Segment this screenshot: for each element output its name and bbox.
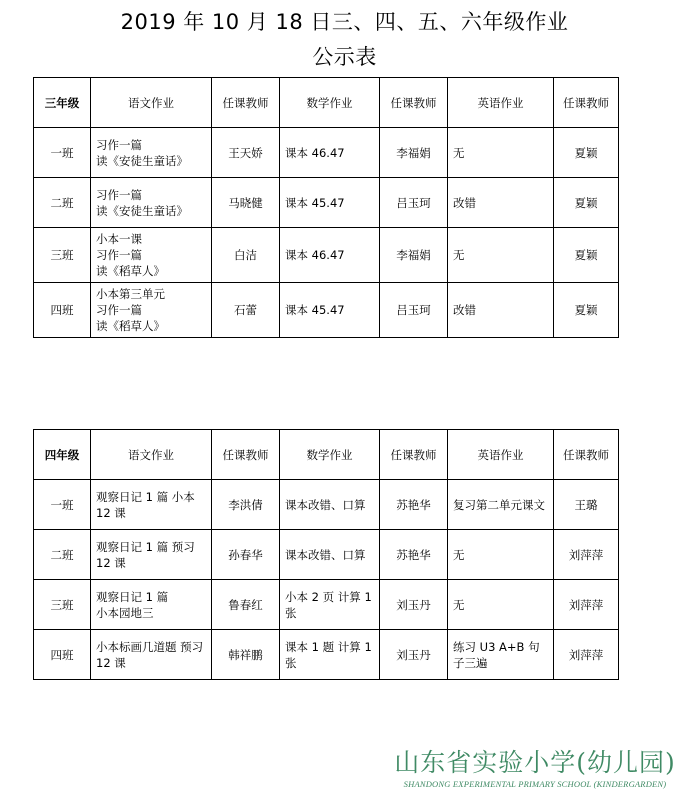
math-homework: 课本 1 题 计算 1 张 <box>280 630 380 680</box>
english-teacher: 刘萍萍 <box>554 580 619 630</box>
english-teacher: 夏颖 <box>554 283 619 338</box>
math-homework: 课本 45.47 <box>280 178 380 228</box>
class-name: 三班 <box>34 228 91 283</box>
teacher-header: 任课教师 <box>554 430 619 480</box>
teacher-header: 任课教师 <box>212 78 280 128</box>
english-homework-header: 英语作业 <box>448 430 554 480</box>
table-row <box>34 283 619 338</box>
class-name: 二班 <box>34 178 91 228</box>
english-homework: 改错 <box>448 283 554 338</box>
english-homework-header: 英语作业 <box>448 78 554 128</box>
math-homework: 课本改错、口算 <box>280 480 380 530</box>
chinese-teacher: 鲁春红 <box>212 580 280 630</box>
teacher-header: 任课教师 <box>380 78 448 128</box>
teacher-header: 任课教师 <box>380 430 448 480</box>
english-homework: 无 <box>448 530 554 580</box>
school-name-english: SHANDONG EXPERIMENTAL PRIMARY SCHOOL (KINDERGARDEN) <box>403 779 667 789</box>
table-row <box>34 128 619 178</box>
table-header-row <box>34 78 619 128</box>
class-name: 二班 <box>34 530 91 580</box>
chinese-teacher: 孙春华 <box>212 530 280 580</box>
chinese-homework: 观察日记 1 篇 预习 12 课 <box>91 530 212 580</box>
class-name: 四班 <box>34 283 91 338</box>
math-teacher: 吕玉珂 <box>380 283 448 338</box>
chinese-homework: 小本第三单元 习作一篇 读《稻草人》 <box>91 283 212 338</box>
chinese-homework: 小本标画几道题 预习 12 课 <box>91 630 212 680</box>
math-teacher: 李福娟 <box>380 228 448 283</box>
chinese-homework: 小本一课 习作一篇 读《稻草人》 <box>91 228 212 283</box>
chinese-homework: 习作一篇 读《安徒生童话》 <box>91 128 212 178</box>
math-teacher: 刘玉丹 <box>380 580 448 630</box>
school-logo <box>390 748 680 790</box>
english-homework: 无 <box>448 128 554 178</box>
english-homework: 改错 <box>448 178 554 228</box>
table-header-row <box>34 430 619 480</box>
math-homework: 课本 46.47 <box>280 228 380 283</box>
english-homework: 练习 U3 A+B 句子三遍 <box>448 630 554 680</box>
chinese-homework: 观察日记 1 篇 小本园地三 <box>91 580 212 630</box>
school-name-chinese: 山东省实验小学(幼儿园) <box>394 748 676 777</box>
class-name: 一班 <box>34 128 91 178</box>
chinese-homework: 习作一篇 读《安徒生童话》 <box>91 178 212 228</box>
math-homework-header: 数学作业 <box>280 430 380 480</box>
page-title-line-1: 2019 年 10 月 18 日三、四、五、六年级作业 <box>120 10 569 34</box>
table-row <box>34 580 619 630</box>
chinese-homework: 观察日记 1 篇 小本 12 课 <box>91 480 212 530</box>
math-teacher: 刘玉丹 <box>380 630 448 680</box>
english-teacher: 夏颖 <box>554 178 619 228</box>
math-homework: 课本 45.47 <box>280 283 380 338</box>
english-teacher: 刘萍萍 <box>554 630 619 680</box>
english-teacher: 夏颖 <box>554 228 619 283</box>
table-row <box>34 228 619 283</box>
chinese-teacher: 白洁 <box>212 228 280 283</box>
class-name: 三班 <box>34 580 91 630</box>
grade4-homework-table <box>33 429 619 680</box>
chinese-teacher: 马晓健 <box>212 178 280 228</box>
table-row <box>34 480 619 530</box>
english-homework: 无 <box>448 580 554 630</box>
teacher-header: 任课教师 <box>554 78 619 128</box>
grade3-homework-table <box>33 77 619 338</box>
english-teacher: 王璐 <box>554 480 619 530</box>
chinese-homework-header: 语文作业 <box>91 430 212 480</box>
english-teacher: 夏颖 <box>554 128 619 178</box>
english-homework: 复习第二单元课文 <box>448 480 554 530</box>
math-teacher: 苏艳华 <box>380 480 448 530</box>
grade-header: 三年级 <box>34 78 91 128</box>
math-teacher: 苏艳华 <box>380 530 448 580</box>
table-row <box>34 178 619 228</box>
class-name: 四班 <box>34 630 91 680</box>
math-homework-header: 数学作业 <box>280 78 380 128</box>
math-homework: 课本 46.47 <box>280 128 380 178</box>
chinese-homework-header: 语文作业 <box>91 78 212 128</box>
chinese-teacher: 石蕾 <box>212 283 280 338</box>
math-teacher: 吕玉珂 <box>380 178 448 228</box>
english-teacher: 刘萍萍 <box>554 530 619 580</box>
chinese-teacher: 王天娇 <box>212 128 280 178</box>
chinese-teacher: 韩祥鹏 <box>212 630 280 680</box>
math-homework: 课本改错、口算 <box>280 530 380 580</box>
teacher-header: 任课教师 <box>212 430 280 480</box>
math-homework: 小本 2 页 计算 1 张 <box>280 580 380 630</box>
table-row <box>34 530 619 580</box>
page-title-line-2: 公示表 <box>312 45 377 69</box>
grade-header: 四年级 <box>34 430 91 480</box>
class-name: 一班 <box>34 480 91 530</box>
math-teacher: 李福娟 <box>380 128 448 178</box>
english-homework: 无 <box>448 228 554 283</box>
chinese-teacher: 李洪倩 <box>212 480 280 530</box>
table-row <box>34 630 619 680</box>
